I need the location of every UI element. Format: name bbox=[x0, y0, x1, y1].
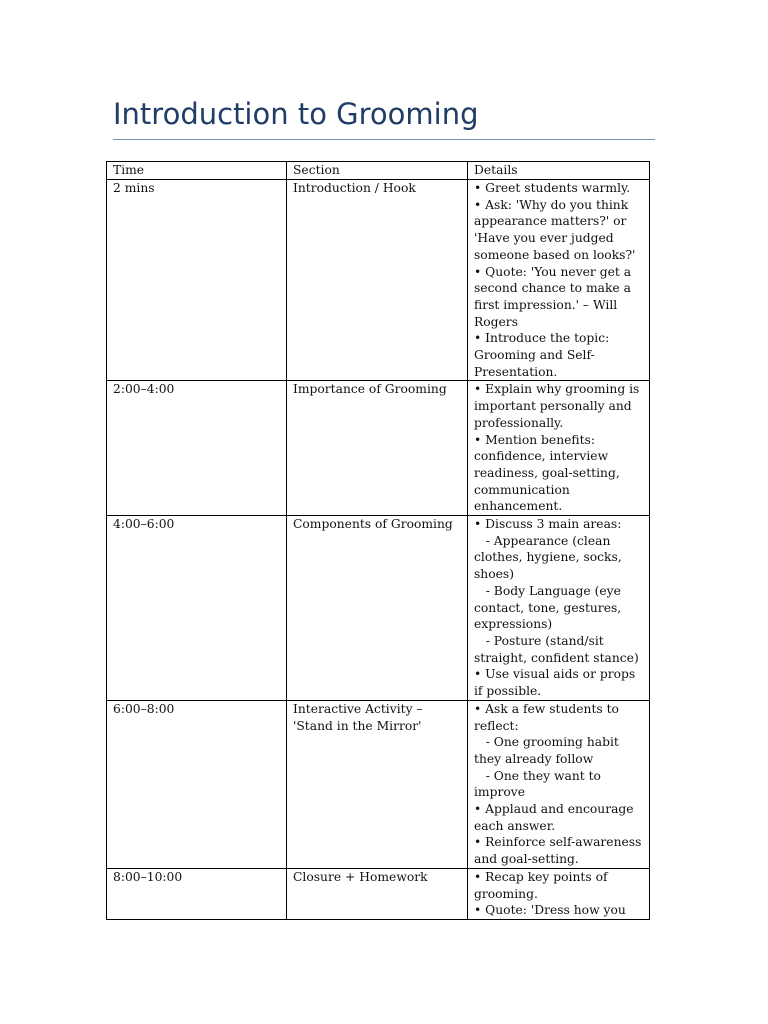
section-cell: Introduction / Hook bbox=[287, 180, 468, 381]
detail-line: • Use visual aids or props if possible. bbox=[474, 667, 640, 699]
table-row bbox=[107, 381, 650, 516]
detail-line: • Applaud and encourage each answer. bbox=[474, 802, 638, 833]
detail-line: • Discuss 3 main areas: bbox=[474, 517, 622, 532]
detail-line: • Quote: 'Dress how you bbox=[474, 903, 626, 918]
detail-line: • Recap key points of grooming. bbox=[474, 869, 612, 901]
section-cell: Closure + Homework bbox=[287, 868, 468, 919]
details-cell bbox=[468, 516, 650, 701]
table-header-row bbox=[107, 162, 650, 180]
details-cell bbox=[468, 868, 650, 919]
column-header-section: Section bbox=[287, 162, 468, 180]
time-cell: 8:00–10:00 bbox=[107, 868, 287, 919]
detail-line: - Appearance (clean clothes, hygiene, socks, shoes) bbox=[474, 533, 626, 582]
page-title: Introduction to Grooming bbox=[113, 97, 479, 131]
section-cell: Interactive Activity – 'Stand in the Mirror' bbox=[287, 700, 468, 868]
detail-line: • Greet students warmly. bbox=[474, 181, 631, 195]
time-cell: 4:00–6:00 bbox=[107, 516, 287, 701]
time-cell: 2:00–4:00 bbox=[107, 381, 287, 516]
table-row bbox=[107, 868, 650, 919]
column-header-details: Details bbox=[468, 162, 650, 180]
detail-line: • Quote: 'You never get a second chance to make a first impression.' – Will Rogers bbox=[474, 264, 635, 329]
detail-line: • Explain why grooming is important personally and professionally. bbox=[474, 382, 644, 430]
detail-line: - Posture (stand/sit straight, confident stance) bbox=[474, 633, 639, 665]
detail-line: • Introduce the topic: Grooming and Self-Presentation. bbox=[474, 331, 614, 379]
time-cell: 2 mins bbox=[107, 180, 287, 381]
detail-line: - Body Language (eye contact, tone, gestures, expressions) bbox=[474, 583, 626, 632]
details-cell bbox=[468, 700, 650, 868]
column-header-time: Time bbox=[107, 162, 287, 180]
detail-line: • Mention benefits: confidence, interview readiness, goal-setting, communication enhancement. bbox=[474, 432, 624, 514]
time-cell: 6:00–8:00 bbox=[107, 700, 287, 868]
details-cell bbox=[468, 381, 650, 516]
table-row bbox=[107, 180, 650, 381]
detail-line: - One grooming habit they already follow bbox=[474, 735, 623, 766]
section-cell: Importance of Grooming bbox=[287, 381, 468, 516]
details-cell bbox=[468, 180, 650, 381]
detail-line: • Reinforce self-awareness and goal-setting. bbox=[474, 835, 646, 867]
section-cell: Components of Grooming bbox=[287, 516, 468, 701]
detail-line: - One they want to improve bbox=[474, 768, 605, 800]
title-divider bbox=[113, 139, 655, 140]
table-row bbox=[107, 700, 650, 868]
lesson-plan-table bbox=[106, 161, 650, 920]
detail-line: • Ask a few students to reflect: bbox=[474, 701, 623, 733]
table-row bbox=[107, 516, 650, 701]
detail-line: • Ask: 'Why do you think appearance matters?' or 'Have you ever judged someone based on looks?' bbox=[474, 197, 636, 262]
